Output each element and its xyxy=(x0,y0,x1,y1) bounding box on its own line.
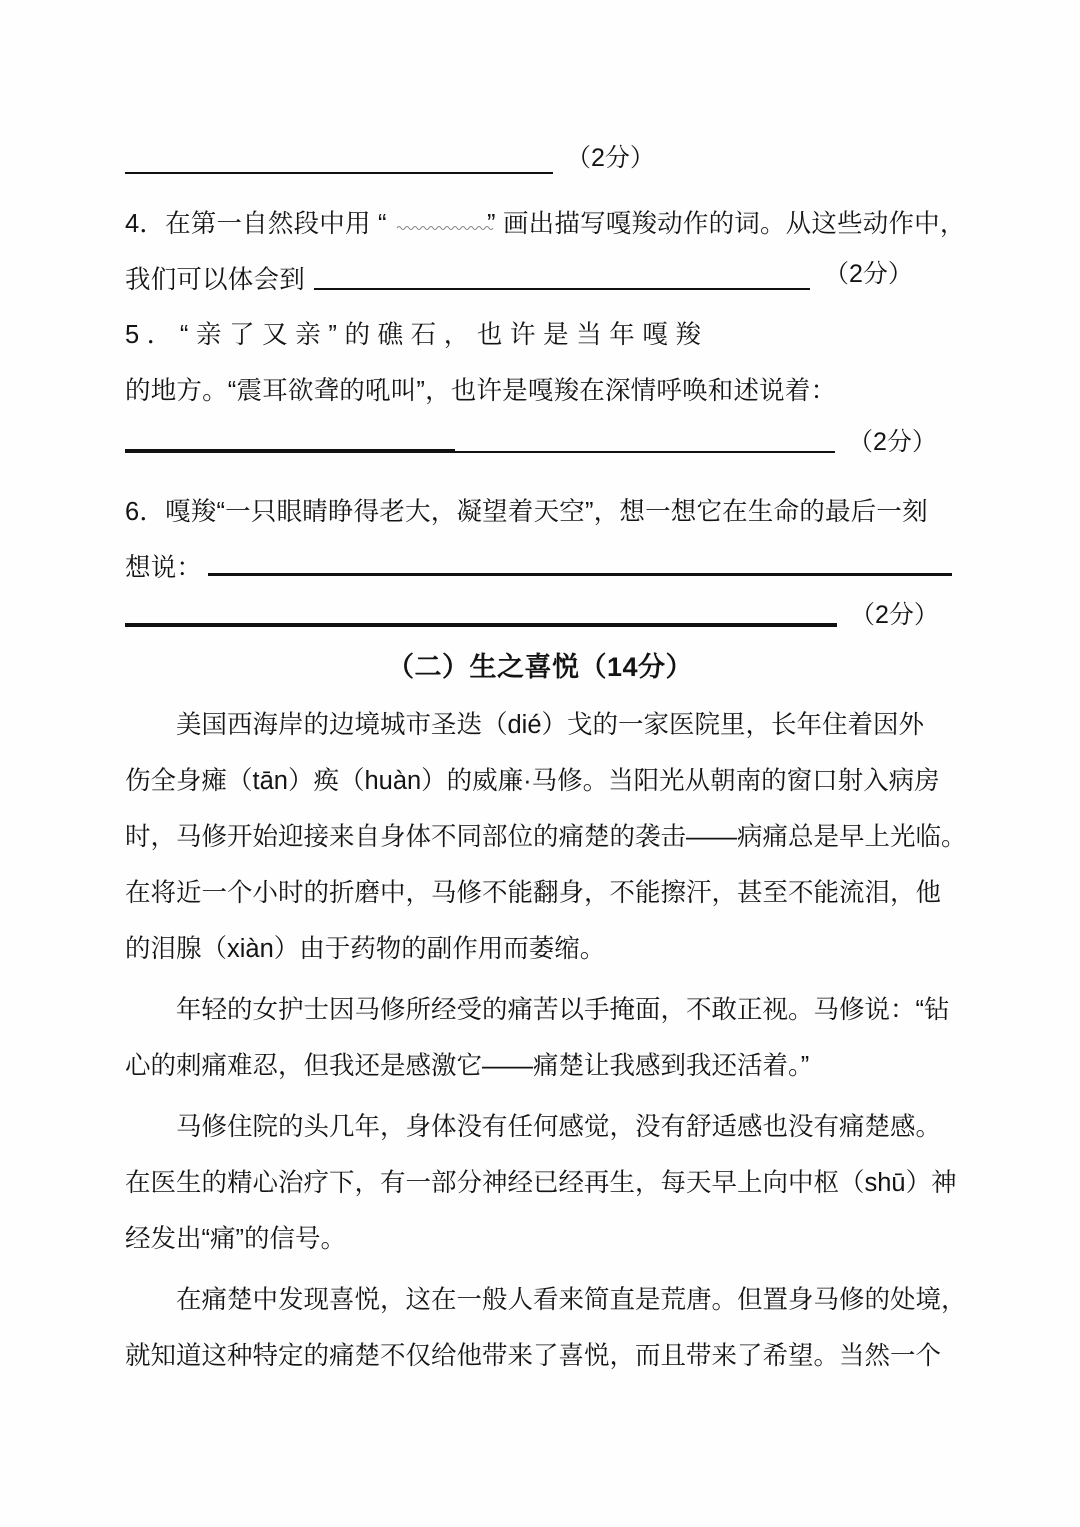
passage-p1-line-5: 的泪腺（xiàn）由于药物的副作用而萎缩。 xyxy=(125,935,606,963)
answer-rule-q3 xyxy=(125,172,553,174)
passage-p2-line-2: 心的刺痛难忍，但我还是感激它——痛楚让我感到我还活着。” xyxy=(125,1052,810,1080)
score-label-q4: （2分） xyxy=(824,260,913,288)
answer-rule-q5-thin xyxy=(455,451,835,453)
question-5-line-2: 的地方。“震耳欲聋的吼叫”，也许是嘎羧在深情呼唤和述说着： xyxy=(125,377,837,405)
answer-rule-q6-a xyxy=(208,573,952,576)
passage-p1-line-1: 美国西海岸的边境城市圣迭（dié）戈的一家医院里，长年住着因外 xyxy=(125,711,925,739)
question-5-line-1: 5．“亲了又亲”的礁石，也许是当年嘎羧 xyxy=(125,321,709,349)
passage-p3-line-2: 在医生的精心治疗下，有一部分神经已经再生，每天早上向中枢（shū）神 xyxy=(125,1169,957,1197)
question-4-line-1-part-a: 4．在第一自然段中用 “ xyxy=(125,210,387,238)
answer-rule-q4 xyxy=(314,288,810,290)
section-heading: （二）生之喜悦（14分） xyxy=(386,652,694,682)
passage-p3-line-3: 经发出“痛”的信号。 xyxy=(125,1225,346,1253)
passage-p1-line-3: 时，马修开始迎接来自身体不同部位的痛楚的袭击——病痛总是早上光临。 xyxy=(125,823,967,851)
score-label-q3: （2分） xyxy=(566,144,655,172)
question-4-line-1-part-b: ” 画出描写嘎羧动作的词。从这些动作中， xyxy=(487,210,966,238)
wavy-underline-icon xyxy=(397,224,495,230)
score-label-q5: （2分） xyxy=(848,428,937,456)
score-label-q6: （2分） xyxy=(850,601,939,629)
passage-p1-line-2: 伤全身瘫（tān）痪（huàn）的威廉·马修。当阳光从朝南的窗口射入病房 xyxy=(125,767,940,795)
question-6-line-2: 想说： xyxy=(125,554,203,582)
passage-p4-line-2: 就知道这种特定的痛楚不仅给他带来了喜悦，而且带来了希望。当然一个 xyxy=(125,1342,942,1370)
answer-rule-q5-thick xyxy=(125,449,455,453)
passage-p1-line-4: 在将近一个小时的折磨中，马修不能翻身，不能擦汗，甚至不能流泪，他 xyxy=(125,879,942,907)
answer-rule-q6-b xyxy=(125,623,837,627)
question-6-line-1: 6．嘎羧“一只眼睛睁得老大，凝望着天空”，想一想它在生命的最后一刻 xyxy=(125,498,928,526)
passage-p3-line-1: 马修住院的头几年，身体没有任何感觉，没有舒适感也没有痛楚感。 xyxy=(125,1113,942,1141)
question-4-line-2: 我们可以体会到 xyxy=(125,266,305,294)
passage-p2-line-1: 年轻的女护士因马修所经受的痛苦以手掩面，不敢正视。马修说：“钻 xyxy=(125,996,950,1024)
passage-p4-line-1: 在痛楚中发现喜悦，这在一般人看来简直是荒唐。但置身马修的处境， xyxy=(125,1286,967,1314)
